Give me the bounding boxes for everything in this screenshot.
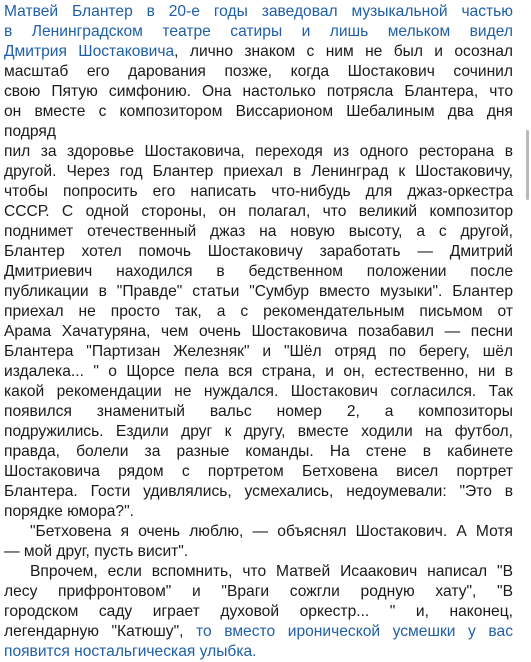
text-segment: какой рекомендации не нуждался. Шостакович согласился. Так bbox=[4, 383, 513, 400]
text-segment: масштаб его дарования позже, когда Шостакович сочинил bbox=[4, 63, 513, 80]
text-line bbox=[4, 582, 513, 602]
text-segment: Арама Хачатуряна, чем очень Шостаковича позабавил — песни bbox=[4, 323, 513, 340]
text-line bbox=[4, 502, 513, 522]
text-line bbox=[4, 402, 513, 422]
text-segment: издалека... " о Щорсе пела вся страна, и он, естественно, ни в bbox=[4, 363, 513, 380]
highlighted-text: появится ностальгическая улыбка. bbox=[4, 643, 257, 660]
text-segment: Блантер хотел помочь Шостаковичу заработать — Дмитрий bbox=[4, 243, 513, 260]
text-segment: пил за здоровье Шостаковича, переходя из одного ресторана в bbox=[4, 143, 513, 160]
text-line bbox=[4, 142, 513, 162]
text-line bbox=[4, 542, 513, 562]
text-line bbox=[4, 642, 513, 662]
text-segment: городском саду играет духовой оркестр... " и, наконец, bbox=[4, 603, 513, 620]
text-line bbox=[4, 122, 513, 142]
text-segment: приехал не просто так, а с рекомендательным письмом от bbox=[4, 303, 513, 320]
text-line bbox=[4, 422, 513, 442]
text-segment: Шостаковича рядом с портретом Бетховена висел портрет bbox=[4, 463, 513, 480]
text-segment: лесу прифронтовом" и "Враги сожгли родную хату", "В bbox=[4, 583, 513, 600]
text-segment: подружились. Ездили друг к другу, вместе ходили на футбол, bbox=[4, 423, 513, 440]
text-line bbox=[4, 382, 513, 402]
article-text bbox=[0, 2, 520, 662]
text-line bbox=[4, 322, 513, 342]
text-segment: Блантера "Партизан Железняк" и "Шёл отряд по берегу, шёл bbox=[4, 343, 513, 360]
text-line bbox=[4, 522, 513, 542]
text-line bbox=[4, 62, 513, 82]
text-line bbox=[4, 22, 513, 42]
text-line bbox=[4, 602, 513, 622]
text-line bbox=[4, 262, 513, 282]
text-segment: правда, болели за разные команды. На стене в кабинете bbox=[4, 443, 513, 460]
text-segment: подряд bbox=[4, 123, 56, 140]
text-segment: он вместе с композитором Виссарионом Шебалиным два дня bbox=[4, 103, 513, 120]
text-line bbox=[4, 242, 513, 262]
text-segment: — мой друг, пусть висит". bbox=[4, 543, 189, 560]
text-segment: порядке юмора?". bbox=[4, 503, 134, 520]
text-segment: СССР. С одной стороны, он полагал, что великий композитор bbox=[4, 203, 513, 220]
text-line bbox=[4, 2, 513, 22]
highlighted-text: Дмитрия Шостаковича bbox=[4, 43, 175, 60]
text-segment: легендарную "Катюшу", bbox=[4, 623, 197, 640]
text-segment: "Бетховена я очень люблю, — объяснял Шостакович. А Мотя bbox=[30, 523, 513, 540]
text-line bbox=[4, 442, 513, 462]
text-line bbox=[4, 362, 513, 382]
text-line bbox=[4, 302, 513, 322]
text-segment: публикации в "Правде" статьи "Сумбур вместо музыки". Блантер bbox=[4, 283, 513, 300]
text-line bbox=[4, 562, 513, 582]
text-line bbox=[4, 102, 513, 122]
text-line bbox=[4, 622, 513, 642]
highlighted-text: то вместо иронической усмешки у вас bbox=[196, 623, 513, 640]
text-segment: свою Пятую симфонию. Она настолько потрясла Блантера, что bbox=[4, 83, 513, 100]
text-line bbox=[4, 82, 513, 102]
text-segment: , лично знаком с ним не был и осознал bbox=[174, 43, 513, 60]
text-segment: Впрочем, если вспомнить, что Матвей Исаакович написал "В bbox=[30, 563, 513, 580]
text-line bbox=[4, 202, 513, 222]
text-segment: Дмитриевич находился в бедственном положении после bbox=[4, 263, 513, 280]
text-line bbox=[4, 342, 513, 362]
text-segment: чтобы попросить его написать что-нибудь для джаз-оркестра bbox=[4, 183, 513, 200]
text-segment: другой. Через год Блантер приехал в Ленинград к Шостаковичу, bbox=[4, 163, 513, 180]
text-line bbox=[4, 482, 513, 502]
text-line bbox=[4, 162, 513, 182]
text-line bbox=[4, 182, 513, 202]
text-segment: Блантера. Гости удивлялись, усмехались, недоумевали: "Это в bbox=[4, 483, 513, 500]
highlighted-text: Матвей Блантер в 20-е годы заведовал музыкальной частью bbox=[4, 3, 513, 20]
text-segment: поднимет отечественный джаз на новую высоту, а с другой, bbox=[4, 223, 513, 240]
text-line bbox=[4, 42, 513, 62]
text-line bbox=[4, 462, 513, 482]
text-line bbox=[4, 222, 513, 242]
scrollbar[interactable] bbox=[526, 130, 529, 200]
text-segment: появился знаменитый вальс номер 2, а композиторы bbox=[4, 403, 513, 420]
text-line bbox=[4, 282, 513, 302]
highlighted-text: в Ленинградском театре сатиры и лишь мельком видел bbox=[4, 23, 513, 40]
